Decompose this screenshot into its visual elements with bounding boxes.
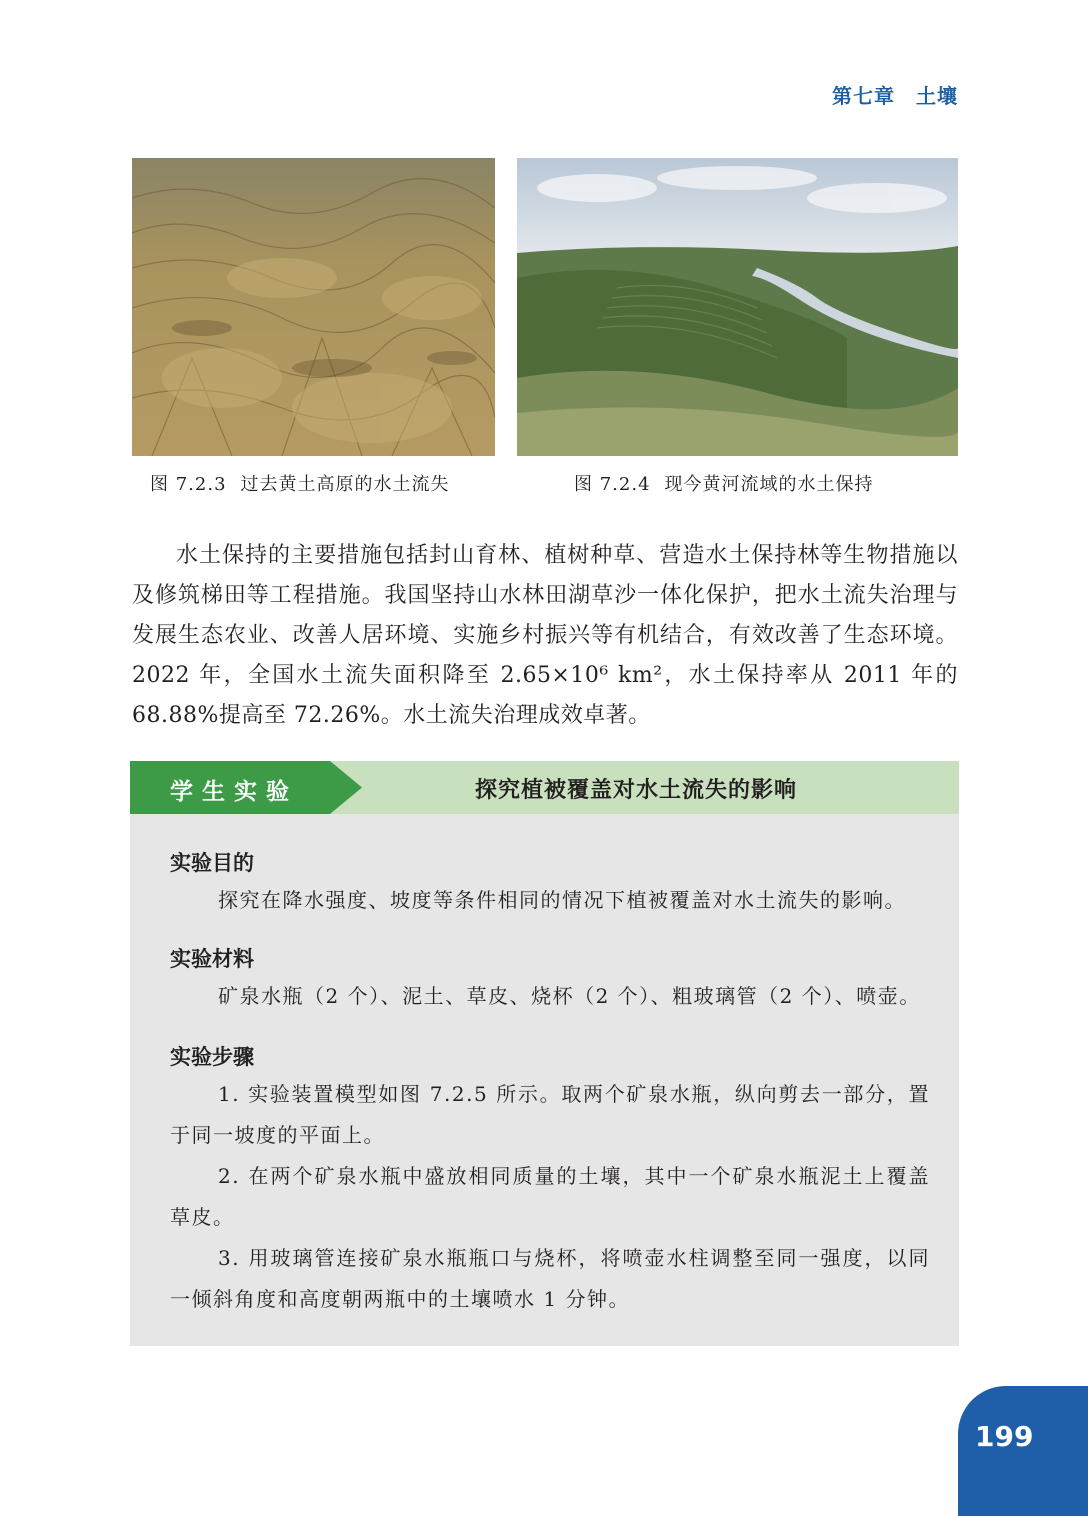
experiment-title: 探究植被覆盖对水土流失的影响 [475,778,798,803]
purpose-heading: 实验目的 [170,851,254,875]
purpose-section [170,848,930,921]
materials-section [170,944,930,1017]
body-text [132,536,958,736]
figure-number: 图 7.2.4 [574,474,651,495]
figure-caption-7-2-3 [150,470,450,496]
experiment-tag-label: 学生实验 [170,779,298,805]
figure-number: 图 7.2.3 [150,474,227,495]
purpose-text: 探究在降水强度、坡度等条件相同的情况下植被覆盖对水土流失的影响。 [218,888,906,912]
loess-plateau-photo [132,158,495,456]
steps-section [170,1042,930,1320]
page-number: 199 [975,1420,1034,1453]
figure-caption-text: 过去黄土高原的水土流失 [240,474,450,495]
figure-caption-text: 现今黄河流域的水土保持 [664,474,874,495]
chapter-title: 第七章 土壤 [832,84,958,108]
materials-text: 矿泉水瓶（2 个）、泥土、草皮、烧杯（2 个）、粗玻璃管（2 个）、喷壶。 [218,984,921,1008]
steps-heading: 实验步骤 [170,1045,254,1069]
yellow-river-photo [517,158,958,456]
figure-caption-7-2-4 [574,470,874,496]
step-item: 1. 实验装置模型如图 7.2.5 所示。取两个矿泉水瓶，纵向剪去一部分，置于同一坡度的平面上。 [170,1082,930,1147]
materials-heading: 实验材料 [170,947,254,971]
experiment-header [130,761,959,814]
experiment-box [130,814,959,1346]
step-item: 3. 用玻璃管连接矿泉水瓶瓶口与烧杯，将喷壶水柱调整至同一强度，以同一倾斜角度和高度朝两瓶中的土壤喷水 1 分钟。 [170,1246,930,1311]
body-paragraph: 水土保持的主要措施包括封山育林、植树种草、营造水土保持林等生物措施以及修筑梯田等工程措施。我国坚持山水林田湖草沙一体化保护，把水土流失治理与发展生态农业、改善人居环境、实施乡村振兴等有机结合，有效改善了生态环境。2022 年，全国水土流失面积降至 2.65×10⁶ km²，水土保持率从 2011 年的 68.88%提高至 72.26%。水土流失治理成效卓著。 [132,543,958,728]
step-item: 2. 在两个矿泉水瓶中盛放相同质量的土壤，其中一个矿泉水瓶泥土上覆盖草皮。 [170,1164,930,1229]
